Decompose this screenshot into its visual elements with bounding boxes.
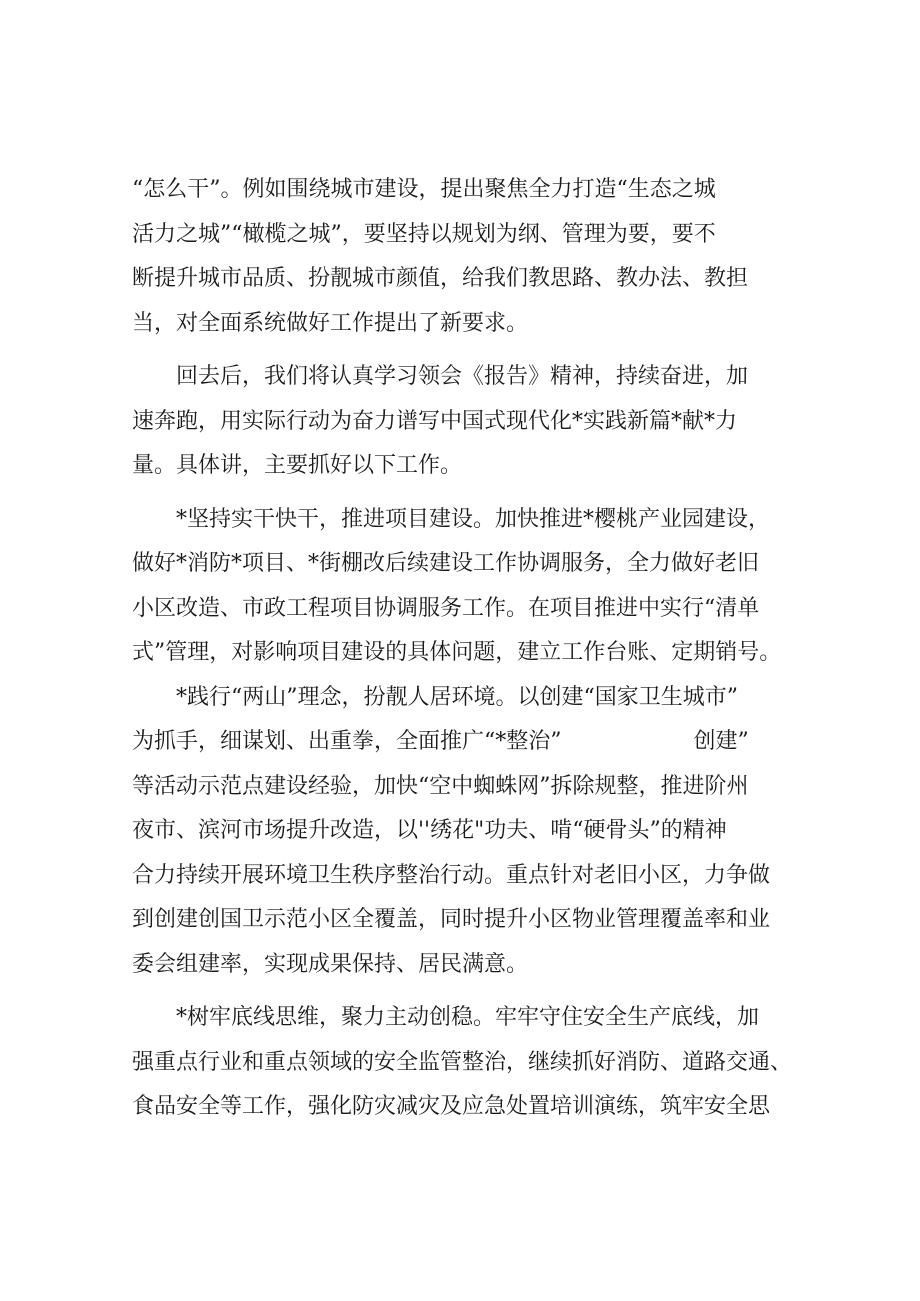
line-text: 量。具体讲，主要抓好以下工作。 — [132, 453, 463, 478]
text-line — [132, 257, 808, 302]
line-text: 食品安全等工作，强化防灾减灾及应急处置培训演练，筑牢安全思 — [132, 1094, 771, 1119]
text-line — [132, 355, 808, 400]
line-text: 合力持续开展环境卫生秩序整治行动。重点针对老旧小区，力争做 — [132, 862, 771, 888]
paragraph-3 — [132, 498, 808, 676]
text-line — [132, 854, 808, 899]
line-text: 活力之城”“橄榄之城”，要坚持以规划为纲、管理为要，要不 — [132, 221, 716, 247]
line-text: 式”管理，对影响项目建设的具体问题，建立工作台账、定期销号。 — [132, 640, 782, 665]
text-line — [132, 168, 808, 213]
text-line — [132, 631, 808, 676]
paragraph-5 — [132, 996, 808, 1130]
line-text: 强重点行业和重点领域的安全监管整治，继续抓好消防、道路交通、 — [132, 1049, 793, 1075]
line-text: 当，对全面系统做好工作提出了新要求。 — [132, 310, 529, 336]
line-text: 为抓手，细谋划、出重拳，全面推广“*整治” 创建” — [132, 729, 749, 754]
line-text: 到创建创国卫示范小区全覆盖，同时提升小区物业管理覆盖率和业 — [132, 907, 771, 932]
text-line — [132, 213, 808, 258]
text-line — [132, 676, 808, 721]
text-line — [132, 444, 808, 489]
paragraph-4 — [132, 676, 808, 988]
line-text: 等活动示范点建设经验，加快“空中蜘蛛网”拆除规整，推进阶州 — [132, 773, 749, 799]
line-text: 做好*消防*项目、*街棚改后续建设工作协调服务，全力做好老旧 — [132, 551, 760, 576]
text-line — [132, 302, 808, 347]
paragraph-1 — [132, 168, 808, 346]
line-text: 回去后，我们将认真学习领会《报告》精神，持续奋进，加 — [176, 364, 749, 389]
text-line — [132, 587, 808, 632]
text-line — [132, 400, 808, 445]
line-text: *坚持实干快干，推进项目建设。加快推进*樱桃产业园建设， — [176, 506, 771, 532]
line-text: *树牢底线思维，聚力主动创稳。牢牢守住安全生产底线，加 — [176, 1005, 760, 1030]
text-line — [132, 898, 808, 943]
text-line — [132, 765, 808, 810]
text-line — [132, 542, 808, 587]
text-line — [132, 720, 808, 765]
line-text: 小区改造、市政工程项目协调服务工作。在项目推进中实行“清单 — [132, 595, 760, 621]
line-text: 断提升城市品质、扮靓城市颜值，给我们教思路、教办法、教担 — [132, 266, 749, 291]
paragraph-2 — [132, 355, 808, 489]
text-line — [132, 1041, 808, 1086]
text-line — [132, 498, 808, 543]
text-line — [132, 996, 808, 1041]
text-line — [132, 809, 808, 854]
document-body — [132, 168, 808, 1130]
line-text: “怎么干”。例如围绕城市建设，提出聚焦全力打造“生态之城 — [132, 177, 716, 202]
line-text: 速奔跑，用实际行动为奋力谱写中国式现代化*实践新篇*献*力 — [132, 408, 738, 434]
line-text: *践行“两山”理念，扮靓人居环境。以创建“国家卫生城市” — [176, 684, 738, 710]
line-text: 委会组建率，实现成果保持、居民满意。 — [132, 951, 529, 977]
text-line — [132, 1085, 808, 1130]
line-text: 夜市、滨河市场提升改造，以''绣花"功夫、啃“硬骨头”的精神 — [132, 818, 727, 843]
text-line — [132, 943, 808, 988]
